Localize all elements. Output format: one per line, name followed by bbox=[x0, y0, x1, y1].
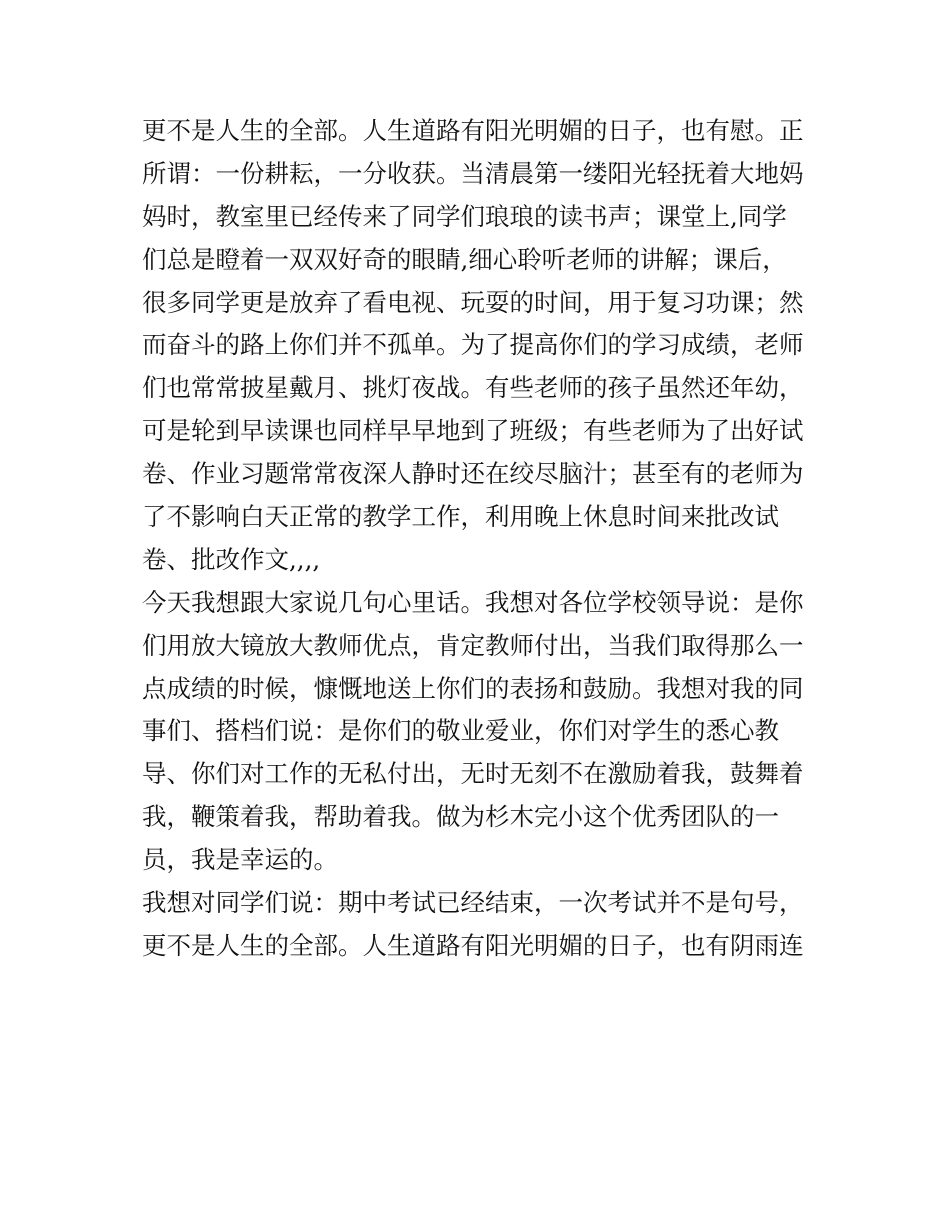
text-line: 很多同学更是放弃了看电视、玩耍的时间，用于复习功课；然 bbox=[142, 287, 804, 317]
text-line: 事们、搭档们说：是你们的敬业爱业，你们对学生的悉心教 bbox=[142, 716, 779, 746]
text-line: 所谓：一份耕耘，一分收获。当清晨第一缕阳光轻抚着大地妈 bbox=[142, 158, 804, 188]
text-line: 我，鞭策着我，帮助着我。做为杉木完小这个优秀团队的一 bbox=[142, 802, 779, 832]
text-line: 员，我是幸运的。 bbox=[142, 845, 338, 875]
text-line: 导、你们对工作的无私付出，无时无刻不在激励着我，鼓舞着 bbox=[142, 759, 804, 789]
text-line: 更不是人生的全部。人生道路有阳光明媚的日子，也有阴雨连 bbox=[142, 930, 804, 960]
text-line: 更不是人生的全部。人生道路有阳光明媚的日子，也有慰。正 bbox=[142, 116, 804, 145]
text-line: 们总是瞪着一双双好奇的眼睛,细心聆听老师的讲解；课后， bbox=[142, 244, 787, 274]
text-line: 们用放大镜放大教师优点，肯定教师付出，当我们取得那么一 bbox=[142, 630, 804, 660]
text-line: 卷、作业习题常常夜深人静时还在绞尽脑汁；甚至有的老师为 bbox=[142, 459, 804, 489]
text-line: 我想对同学们说：期中考试已经结束，一次考试并不是句号， bbox=[142, 888, 804, 918]
text-line: 可是轮到早读课也同样早早地到了班级；有些老师为了出好试 bbox=[142, 416, 804, 446]
text-line: 们也常常披星戴月、挑灯夜战。有些老师的孩子虽然还年幼， bbox=[142, 373, 804, 403]
document-body bbox=[142, 110, 822, 968]
text-line: 而奋斗的路上你们并不孤单。为了提高你们的学习成绩，老师 bbox=[142, 330, 804, 360]
text-line: 卷、批改作文,,,, bbox=[142, 544, 321, 574]
text-line: 今天我想跟大家说几句心里话。我想对各位学校领导说：是你 bbox=[142, 587, 804, 617]
text-line: 妈时，教室里已经传来了同学们琅琅的读书声；课堂上,同学 bbox=[142, 201, 787, 231]
text-line: 了不影响白天正常的教学工作，利用晚上休息时间来批改试 bbox=[142, 502, 779, 532]
text-line: 点成绩的时候，慷慨地送上你们的表扬和鼓励。我想对我的同 bbox=[142, 673, 804, 703]
